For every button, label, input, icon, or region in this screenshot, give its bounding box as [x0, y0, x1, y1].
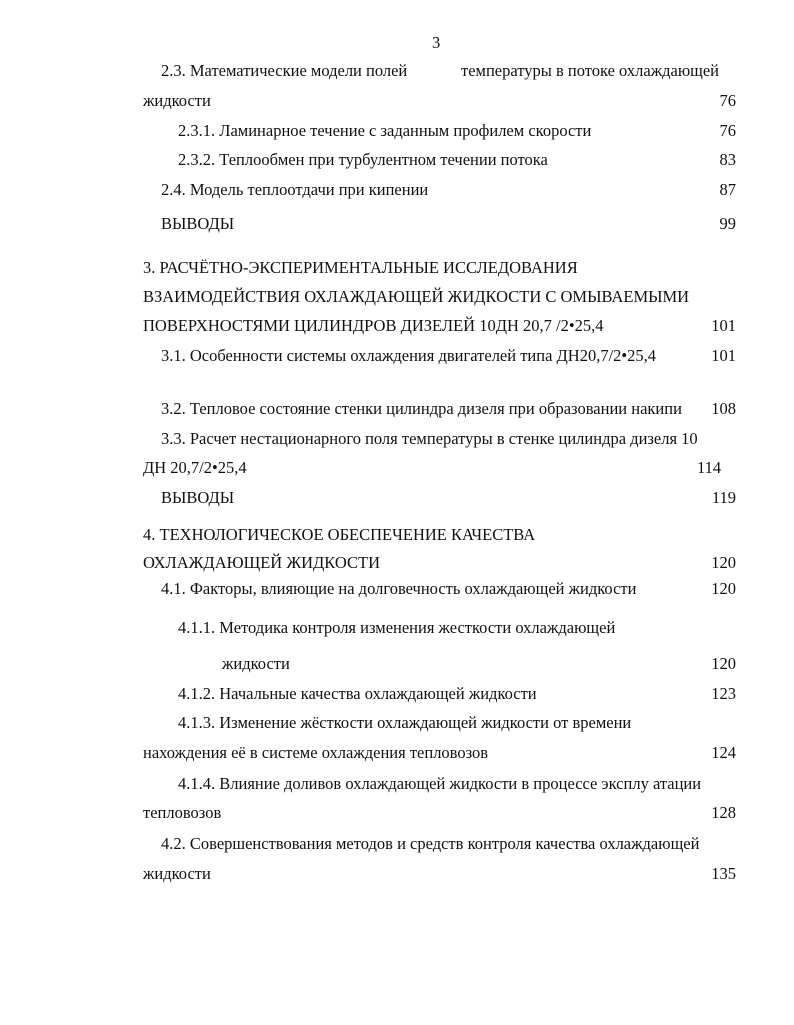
toc-entry-text-line3: ПОВЕРХНОСТЯМИ ЦИЛИНДРОВ ДИЗЕЛЕЙ 10ДН 20,7 /2•25,4: [143, 316, 604, 335]
toc-page-ref: 135: [711, 864, 736, 883]
toc-entry-text-line2: тепловозов: [143, 803, 222, 822]
toc-page-ref: 108: [711, 399, 736, 418]
toc-page-ref: 120: [711, 579, 736, 598]
toc-entry-text: 4.1.4. Влияние доливов охлаждающей жидкости в процессе эксплу атации: [178, 774, 702, 793]
toc-entry-text: 4.2. Совершенствования методов и средств контроля качества охлаждающей: [161, 834, 700, 853]
toc-page-ref: 119: [711, 488, 736, 507]
toc-entry-text: 4.1.2. Начальные качества охлаждающей жидкости: [178, 684, 537, 703]
toc-entry-text-line2: ДН 20,7/2•25,4: [143, 458, 247, 477]
toc-entry-text-line2: ВЗАИМОДЕЙСТВИЯ ОХЛАЖДАЮЩЕЙ ЖИДКОСТИ С ОМЫВАЕМЫМИ: [143, 287, 690, 306]
toc-page-ref: 101: [711, 316, 736, 335]
toc-entry-text: 2.4. Модель теплоотдачи при кипении: [161, 180, 429, 199]
toc-page-ref: 76: [719, 91, 736, 110]
toc-entry-text: ВЫВОДЫ: [161, 214, 235, 233]
toc-entry-text-continued: температуры в потоке охлаждающей: [461, 61, 720, 80]
toc-entry-text: 2.3.1. Ламинарное течение с заданным профилем скорости: [178, 121, 592, 140]
toc-page-ref: 120: [711, 553, 736, 572]
toc-page-ref: 123: [711, 684, 736, 703]
toc-page-ref: 120: [711, 654, 736, 673]
toc-entry-text: 2.3.2. Теплообмен при турбулентном течении потока: [178, 150, 548, 169]
toc-entry-text: 4.1. Факторы, влияющие на долговечность охлаждающей жидкости: [161, 579, 637, 598]
toc-entry-text: ВЫВОДЫ: [161, 488, 235, 507]
toc-page-ref: 83: [719, 150, 736, 169]
toc-entry-text: 4.1.1. Методика контроля изменения жесткости охлаждающей: [178, 618, 616, 637]
page-number: 3: [432, 33, 441, 52]
toc-entry-text-line2: ОХЛАЖДАЮЩЕЙ ЖИДКОСТИ: [143, 553, 380, 572]
toc-page-ref: 101: [711, 346, 736, 365]
toc-entry-text-line2: жидкости: [143, 91, 211, 110]
toc-entry-text-line2: нахождения её в системе охлаждения тепловозов: [143, 743, 489, 762]
toc-page-ref: 114: [697, 458, 722, 477]
toc-entry-text: 4. ТЕХНОЛОГИЧЕСКОЕ ОБЕСПЕЧЕНИЕ КАЧЕСТВА: [143, 525, 536, 544]
toc-page-ref: 128: [711, 803, 736, 822]
toc-entry-text: 2.3. Математические модели полей: [161, 61, 408, 80]
toc-entry-text-line2: жидкости: [143, 864, 211, 883]
toc-entry-text: 4.1.3. Изменение жёсткости охлаждающей жидкости от времени: [178, 713, 632, 732]
toc-entry-text: 3. РАСЧЁТНО-ЭКСПЕРИМЕНТАЛЬНЫЕ ИССЛЕДОВАНИЯ: [143, 258, 578, 277]
toc-entry-text: 3.3. Расчет нестационарного поля температуры в стенке цилиндра дизеля 10: [161, 429, 698, 448]
toc-page-ref: 124: [711, 743, 736, 762]
toc-entry-text-line2: жидкости: [222, 654, 290, 673]
toc-entry-text: 3.1. Особенности системы охлаждения двигателей типа ДН20,7/2•25,4: [161, 346, 657, 365]
toc-page-ref: 99: [719, 214, 736, 233]
toc-page-ref: 87: [719, 180, 736, 199]
toc-entry-text: 3.2. Тепловое состояние стенки цилиндра дизеля при образовании накипи: [161, 399, 682, 418]
toc-page-ref: 76: [719, 121, 736, 140]
